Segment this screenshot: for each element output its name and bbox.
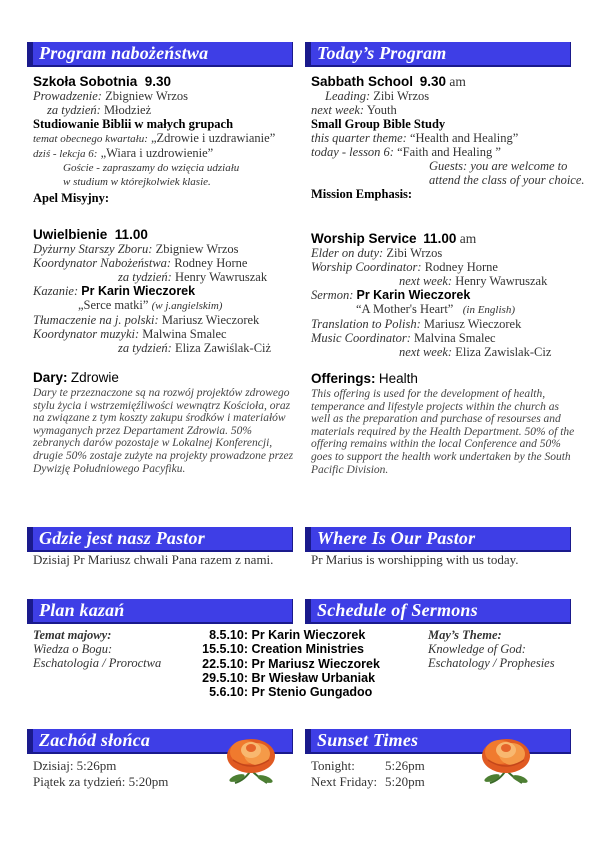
- header-sermons-en: Schedule of Sermons: [305, 599, 571, 624]
- sunset-pl: Dzisiaj: 5:26pm Piątek za tydzień: 5:20pm: [33, 758, 169, 789]
- offering-en: Offerings: Health: [311, 371, 418, 386]
- mission-title: Apel Misyjny:: [33, 191, 110, 205]
- worship-pl: Uwielbienie 11.00 Dyżurny Starszy Zboru: Zbigniew Wrzos Koordynator Nabożeństwa: Rodney Horne za tydzień: Henry Wawruszak Kazanie: Pr Karin Wieczorek „Serce matki” (w j.angielskim) Tłumaczenie na j. polski: Mariusz Wieczorek Koordynator muzyki: Malwina Smalec za tydzień: Eliza Zawiślak-Ciż: [33, 227, 272, 355]
- ss-title: Szkoła Sobotnia: [33, 74, 138, 89]
- sunset-en: Tonight: 5:26pm Next Friday: 5:20pm: [311, 758, 425, 789]
- header-pastor-en: Where Is Our Pastor: [305, 527, 571, 552]
- rose-icon: [215, 730, 287, 784]
- schedule-row: 5.6.10: Pr Stenio Gungadoo: [209, 685, 373, 700]
- offering-pl: Dary: Zdrowie: [33, 370, 119, 385]
- sermon-theme-pl: Temat majowy: Wiedza o Bogu: Eschatologia / Proroctwa: [33, 628, 162, 670]
- schedule-row: 29.5.10: Br Wiesław Urbaniak: [202, 670, 376, 685]
- sermon-schedule: [160, 628, 380, 699]
- sermon-theme-en: May’s Theme: Knowledge of God: Eschatology / Prophesies: [428, 628, 555, 670]
- sabbath-school-en: Sabbath School 9.30 am Leading: Zibi Wrzos next week: Youth Small Group Bible Study this quarter theme: “Health and Healing” today - lesson 6: “Faith and Healing ” Guests: you are welcome to attend the class of your choice. Mission Emphasis:: [311, 74, 585, 201]
- pastor-text-pl: Dzisiaj Pr Mariusz chwali Pana razem z nami.: [33, 552, 274, 567]
- bible-study-title: Studiowanie Biblii w małych grupach: [33, 117, 234, 131]
- offering-text-pl: Dary te przeznaczone są na rozwój projektów zdrowego stylu życia i wstrzemięźliwości wewnątrz Kościoła, oraz na związane z tym koszty zakupu środków i materiałów wymaganych przez Departament Zdrowia. 50% zebranych darów pozostaje w Lokalnej Konferencji, drugie 50% zostaje zużyte na projekty prowadzone przez Dywizję Południowego Pacyfiku.: [33, 387, 294, 475]
- rose-icon: [470, 730, 542, 784]
- ss-time: 9.30: [144, 74, 172, 89]
- header-program-en: Today’s Program: [305, 42, 571, 67]
- header-sunset-pl: Zachód słońca: [27, 729, 293, 754]
- header-sunset-en: Sunset Times: [305, 729, 571, 754]
- schedule-row: 15.5.10: Creation Ministries: [202, 642, 365, 657]
- header-pastor-pl: Gdzie jest nasz Pastor: [27, 527, 293, 552]
- offering-text-en: This offering is used for the development of health, temperance and lifestyle projects within the church as well as the preparation and purchase of resourses and materials required by the Health Department. 50% of the offering remains within the local Conference and 50% goes to support the health work undertaken by the South Pacific Division.: [311, 388, 575, 476]
- header-program-pl: Program nabożeństwa: [27, 42, 293, 67]
- pastor-text-en: Pr Marius is worshipping with us today.: [311, 552, 519, 567]
- header-sermons-pl: Plan kazań: [27, 599, 293, 624]
- worship-en: Worship Service 11.00 am Elder on duty: Zibi Wrzos Worship Coordinator: Rodney Horne next week: Henry Wawruszak Sermon: Pr Karin Wieczorek “A Mother's Heart” (in English) Translation to Polish: Mariusz Wieczorek Music Coordinator: Malvina Smalec next week: Eliza Zawislak-Ciz: [311, 231, 552, 359]
- schedule-row: 22.5.10: Pr Mariusz Wieczorek: [202, 656, 380, 671]
- sabbath-school-pl: Szkoła Sobotnia 9.30 Prowadzenie: Zbigniew Wrzos za tydzień: Młodzież Studiowanie Biblii w małych grupach temat obecnego kwartału: „Zdrowie i uzdrawianie” dziś - lekcja 6: „Wiara i uzdrowienie” Goście - zapraszamy do wzięcia udziału w studium w którejkolwiek klasie. Apel Misyjny:: [33, 74, 276, 205]
- schedule-row: 8.5.10: Pr Karin Wieczorek: [209, 628, 366, 642]
